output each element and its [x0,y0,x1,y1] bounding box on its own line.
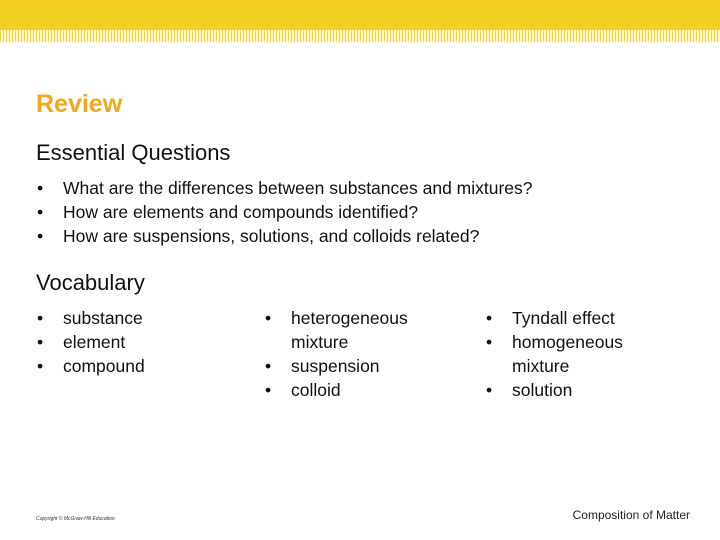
list-item: • homogeneous mixture [485,330,665,378]
list-item: • Tyndall effect [485,306,665,330]
list-item: • What are the differences between substances and mixtures? [36,176,533,200]
vocabulary-column-1 [36,306,145,378]
essential-questions-heading: Essential Questions [36,140,231,165]
vocabulary-heading: Vocabulary [36,270,145,295]
vocabulary-column-2 [264,306,454,402]
list-item: • How are suspensions, solutions, and colloids related? [36,224,533,248]
list-item: • solution [485,378,665,402]
list-item: • heterogeneous mixture [264,306,454,354]
list-item: • substance [36,306,145,330]
top-color-band [0,0,720,30]
list-item: • colloid [264,378,454,402]
list-item: • compound [36,354,145,378]
vocabulary-column-3 [485,306,665,402]
essential-questions-list [36,176,533,248]
list-item: • suspension [264,354,454,378]
top-band-fade [0,30,720,42]
list-item: • element [36,330,145,354]
footer-title: Composition of Matter [572,508,690,522]
copyright-notice: Copyright © McGraw-Hill Education [36,516,115,522]
slide-title: Review [36,90,123,118]
list-item: • How are elements and compounds identified? [36,200,533,224]
